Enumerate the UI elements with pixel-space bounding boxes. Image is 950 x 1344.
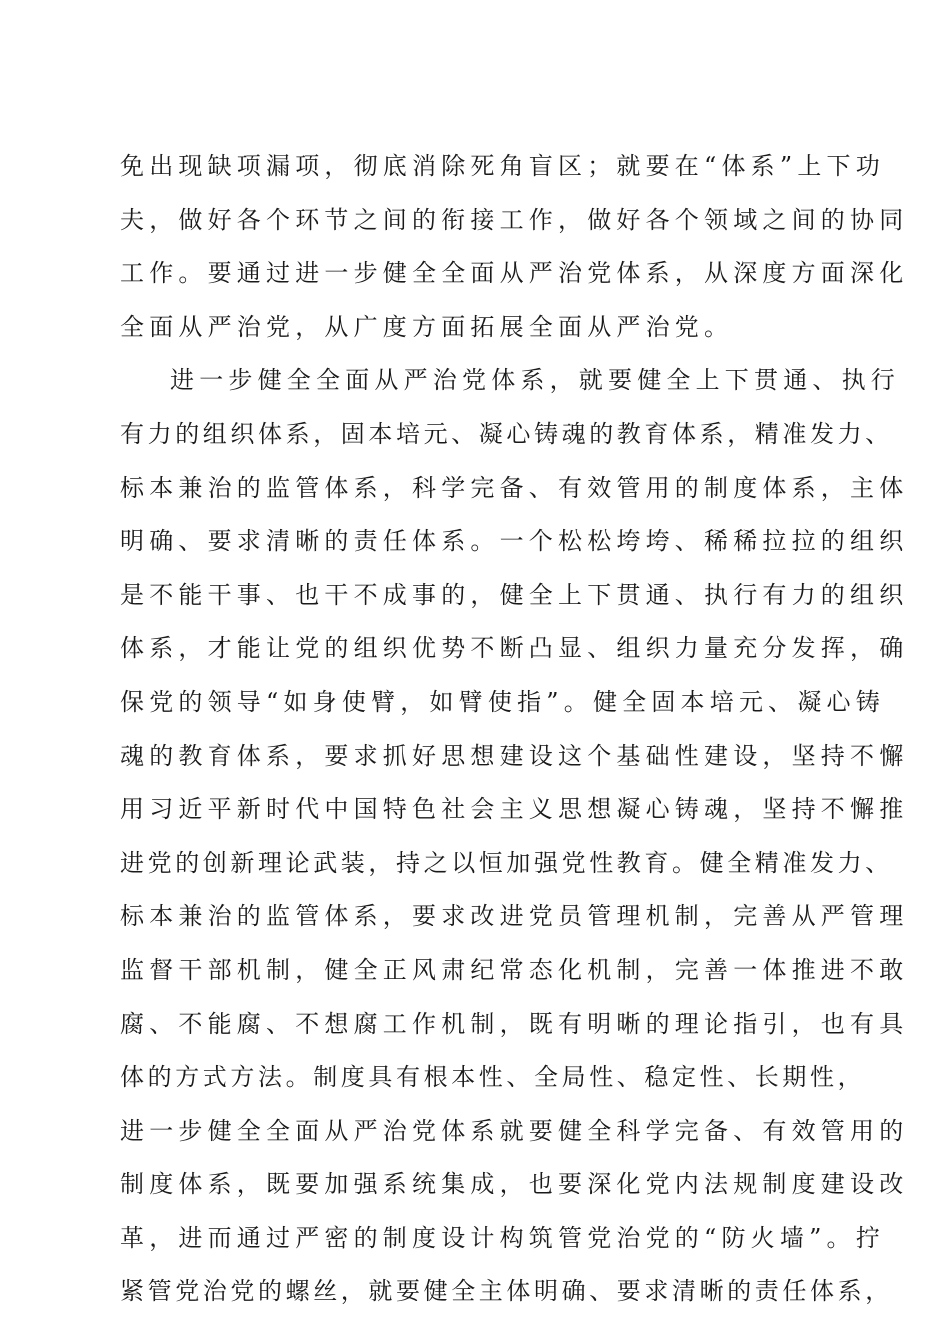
- text-line: 保党的领导“如身使臂，如臂使指”。健全固本培元、凝心铸: [120, 687, 885, 716]
- text-line: 进一步健全全面从严治党体系就要健全科学完备、有效管用的: [120, 1116, 909, 1145]
- text-line: 用习近平新时代中国特色社会主义思想凝心铸魂，坚持不懈推: [120, 795, 909, 824]
- text-line: 紧管党治党的螺丝，就要健全主体明确、要求清晰的责任体系，: [120, 1277, 893, 1306]
- text-line: 标本兼治的监管体系，科学完备、有效管用的制度体系，主体: [120, 473, 909, 502]
- text-line: 夫，做好各个环节之间的衔接工作，做好各个领域之间的协同: [120, 205, 909, 234]
- text-line: 工作。要通过进一步健全全面从严治党体系，从深度方面深化: [120, 259, 909, 288]
- text-line: 制度体系，既要加强系统集成，也要深化党内法规制度建设改: [120, 1170, 909, 1199]
- text-line: 是不能干事、也干不成事的，健全上下贯通、执行有力的组织: [120, 580, 909, 609]
- text-line: 免出现缺项漏项，彻底消除死角盲区；就要在“体系”上下功: [120, 152, 885, 180]
- text-line: 革，进而通过严密的制度设计构筑管党治党的“防火墙”。拧: [120, 1223, 885, 1252]
- text-line: 明确、要求清晰的责任体系。一个松松垮垮、稀稀拉拉的组织: [120, 527, 909, 556]
- text-line: 监督干部机制，健全正风肃纪常态化机制，完善一体推进不敢: [120, 955, 909, 984]
- text-line: 体的方式方法。制度具有根本性、全局性、稳定性、长期性，: [120, 1063, 866, 1092]
- text-line: 有力的组织体系，固本培元、凝心铸魂的教育体系，精准发力、: [120, 419, 893, 448]
- text-line: 体系，才能让党的组织优势不断凸显、组织力量充分发挥，确: [120, 634, 909, 663]
- text-line: 进党的创新理论武装，持之以恒加强党性教育。健全精准发力、: [120, 848, 893, 877]
- text-line: 全面从严治党，从广度方面拓展全面从严治党。: [120, 312, 734, 341]
- body-text: [120, 140, 909, 1319]
- text-line: 标本兼治的监管体系，要求改进党员管理机制，完善从严管理: [120, 902, 909, 931]
- paragraph-first-line: 进一步健全全面从严治党体系，就要健全上下贯通、执行: [170, 366, 900, 395]
- text-line: 魂的教育体系，要求抓好思想建设这个基础性建设，坚持不懈: [120, 741, 909, 770]
- text-line: 腐、不能腐、不想腐工作机制，既有明晰的理论指引，也有具: [120, 1009, 909, 1038]
